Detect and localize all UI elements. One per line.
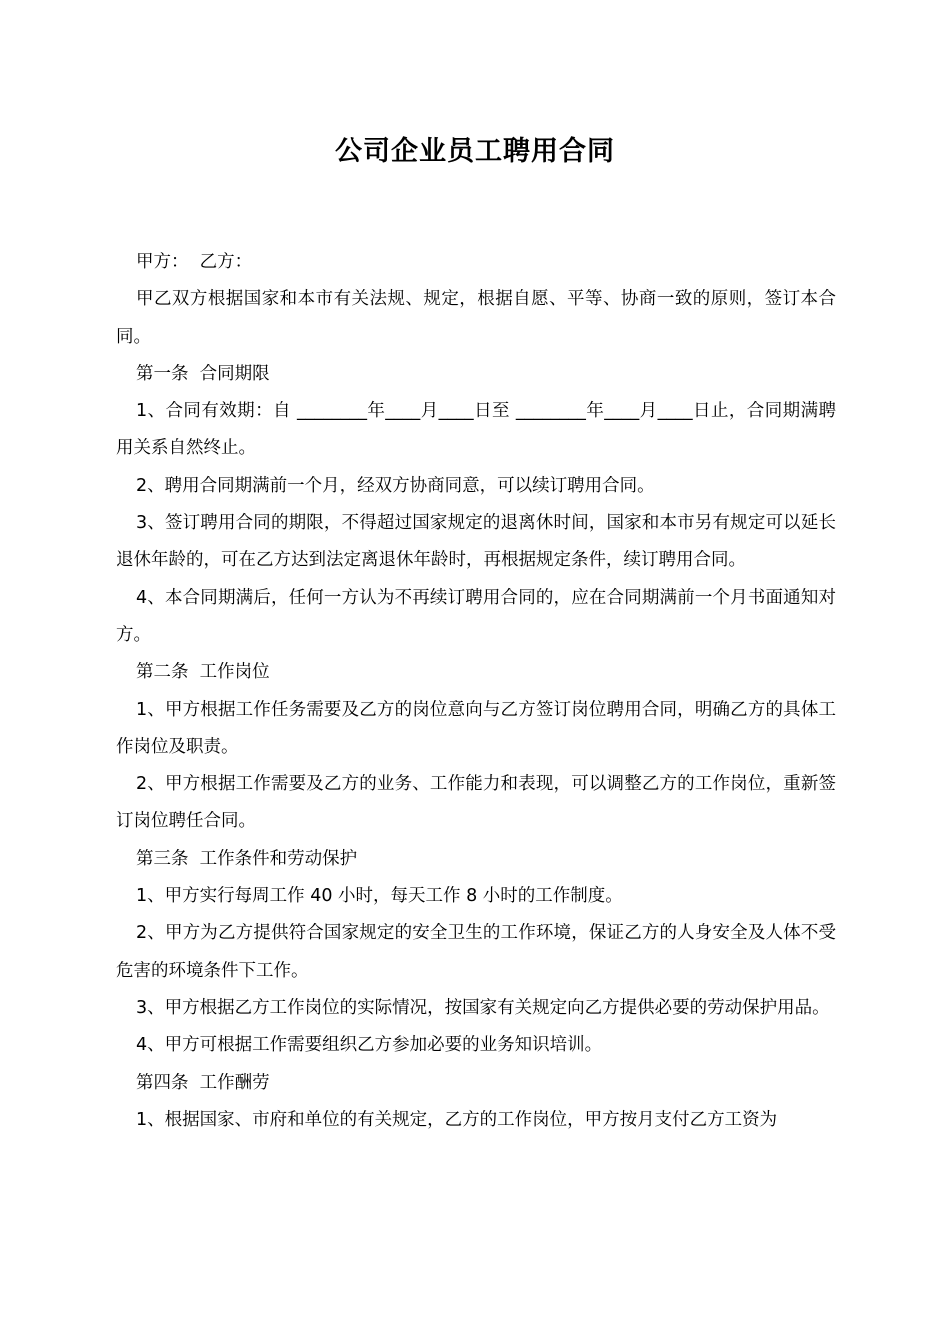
clause-paragraph: 1、甲方实行每周工作 40 小时，每天工作 8 小时的工作制度。 [136, 886, 623, 907]
document-title: 公司企业员工聘用合同 [335, 136, 615, 167]
article-heading: 第三条 工作条件和劳动保护 [136, 848, 358, 869]
clause-paragraph: 2、聘用合同期满前一个月，经双方协商同意，可以续订聘用合同。 [136, 475, 655, 496]
clause-paragraph: 1、合同有效期：自 ________年____月____日至 ________年____月____日止，合同期满聘用关系自然终止。 [116, 401, 836, 459]
clause-paragraph: 4、甲方可根据工作需要组织乙方参加必要的业务知识培训。 [136, 1035, 603, 1056]
article-heading: 第二条 工作岗位 [136, 662, 270, 683]
party-line: 甲方： 乙方： [136, 252, 253, 272]
clause-paragraph: 4、本合同期满后，任何一方认为不再续订聘用合同的，应在合同期满前一个月书面通知对方。 [116, 587, 836, 645]
preamble-paragraph: 甲乙双方根据国家和本市有关法规、规定，根据自愿、平等、协商一致的原则，签订本合同。 [116, 289, 836, 347]
clause-paragraph: 3、甲方根据乙方工作岗位的实际情况，按国家有关规定向乙方提供必要的劳动保护用品。 [136, 997, 830, 1018]
clause-paragraph: 1、根据国家、市府和单位的有关规定，乙方的工作岗位，甲方按月支付乙方工资为 [136, 1109, 778, 1130]
clause-paragraph: 2、甲方为乙方提供符合国家规定的安全卫生的工作环境，保证乙方的人身安全及人体不受危害的环境条件下工作。 [116, 923, 836, 981]
clause-paragraph: 3、签订聘用合同的期限，不得超过国家规定的退离休时间，国家和本市另有规定可以延长退休年龄的，可在乙方达到法定离退休年龄时，再根据规定条件，续订聘用合同。 [116, 513, 836, 571]
article-heading: 第四条 工作酬劳 [136, 1072, 270, 1093]
article-heading: 第一条 合同期限 [136, 363, 270, 384]
clause-paragraph: 1、甲方根据工作任务需要及乙方的岗位意向与乙方签订岗位聘用合同，明确乙方的具体工作岗位及职责。 [116, 699, 836, 757]
clause-paragraph: 2、甲方根据工作需要及乙方的业务、工作能力和表现，可以调整乙方的工作岗位，重新签订岗位聘任合同。 [116, 774, 836, 832]
document-body [116, 244, 836, 1139]
